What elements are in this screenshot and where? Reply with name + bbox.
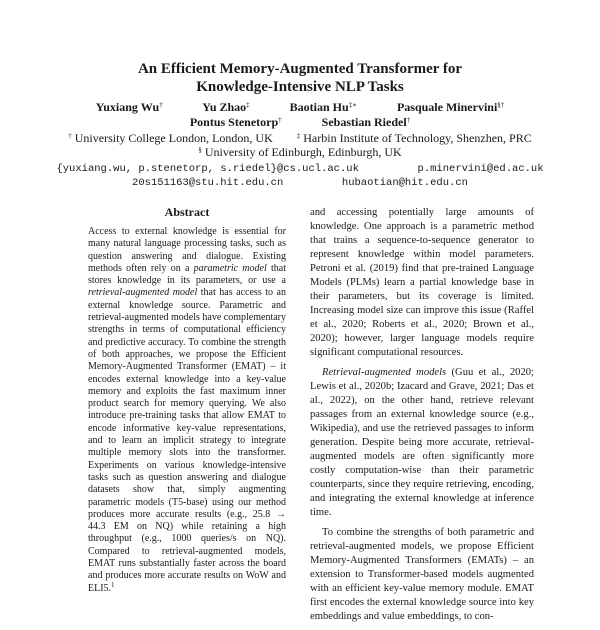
affiliation-line-1: [0, 131, 600, 146]
affiliation-line-2: [0, 145, 600, 160]
author-mark: §†: [497, 101, 505, 109]
body-emphasis: Retrieval-augmented models: [322, 367, 447, 378]
author-yu-zhao: Yu Zhao: [202, 100, 247, 114]
author-pontus-stenetorp: Pontus Stenetorp: [189, 115, 279, 129]
body-text: (Guu et al., 2020; Lewis et al., 2020b; Izacard and Grave, 2021; Das et al., 2022), on the other hand, retrieve relevant passages from an external knowledge source (e.g., Wikipedia), and use the retrieved passages to inform generation. Despite being more accurate, retrieval-augmented models are often significantly more costly computation-wise than their parametric counterparts, since they require retrieving, encoding, and integrating the external knowledge at inference time.: [310, 367, 534, 518]
author-mark: ‡∗: [348, 101, 357, 109]
abstract-text: that has access to an external knowledge source. Parametric and retrieval-augmented models have complementary strengths in terms of computational efficiency and predictive accuracy. To combine the strength of both approaches, we propose the Efficient Memory-Augmented Transformer (EMAT) – it encodes external knowledge into a key-value memory and exploits the fast maximum inner product search for memory querying. We also introduce pre-training tasks that allow EMAT to encode informative key-value representations, and to learn an implicit strategy to integrate multiple memory slots into the transformer. Experiments on various knowledge-intensive tasks such as question answering and dialogue datasets show that, simply augmenting parametric models (T5-base) using our method produces more accurate results (e.g., 25.8 → 44.3 EM on NQ) while retaining a high throughput (e.g., 1000 queries/s on NQ). Compared to retrieval-augmented models, EMAT runs substantially faster across the board and produces more accurate results on WoW and ELI5.: [88, 287, 286, 594]
affiliation-hit: Harbin Institute of Technology, Shenzhen, PRC: [303, 131, 532, 145]
email-ucl: {yuxiang.wu, p.stenetorp, s.riedel}@cs.ucl.ac.uk: [56, 163, 359, 175]
paper-title-line-2: Knowledge-Intensive NLP Tasks: [196, 79, 404, 95]
abstract-emphasis: retrieval-augmented model: [88, 287, 198, 299]
abstract-text: Access to external knowledge is essential for many natural language processing tasks, such as question answering and dialogue. Existing methods often rely on a: [88, 226, 286, 274]
abstract-heading: Abstract: [164, 205, 210, 219]
affiliation-edinburgh: University of Edinburgh, Edinburgh, UK: [204, 145, 402, 159]
email-line-1: [0, 162, 600, 177]
author-mark: †: [406, 116, 411, 124]
author-mark: †: [159, 101, 163, 109]
email-line-2: [0, 176, 600, 191]
affiliation-mark: †: [68, 132, 72, 140]
author-pasquale-minervini: Pasquale Minervini: [396, 100, 498, 114]
paper-title-line-1: An Efficient Memory-Augmented Transformer for: [137, 61, 463, 77]
affiliation-ucl: University College London, London, UK: [74, 131, 273, 145]
author-sebastian-riedel: Sebastian Riedel: [321, 115, 407, 129]
abstract-text: that stores knowledge in its parameters, or use a: [88, 262, 286, 287]
author-mark: †: [278, 116, 282, 124]
body-paragraph-3: To combine the strengths of both parametric and retrieval-augmented models, we propose Efficient Memory-Augmented Transformers (EMATs) – an extension to Transformer-based models augmented with an efficient key-value memory module. EMAT first encodes the external knowledge source into key embeddings and value embeddings, to con-: [310, 527, 534, 622]
author-yuxiang-wu: Yuxiang Wu: [95, 100, 160, 114]
email-hit-student: 20s151163@stu.hit.edu.cn: [132, 177, 284, 189]
right-column-body: [310, 206, 534, 630]
affiliation-mark: §: [198, 146, 202, 154]
affiliation-mark: ‡: [296, 132, 301, 140]
abstract-body: [88, 226, 286, 595]
author-baotian-hu: Baotian Hu: [289, 100, 349, 114]
body-paragraph-2: [310, 366, 534, 520]
abstract-paragraph: [88, 226, 286, 595]
email-ed: p.minervini@ed.ac.uk: [417, 163, 544, 175]
footnote-mark: 1: [111, 580, 115, 589]
email-hit: hubaotian@hit.edu.cn: [341, 177, 468, 189]
abstract-emphasis: parametric model: [193, 262, 267, 274]
body-paragraph-1: and accessing potentially large amounts of knowledge. One approach is a parametric method that trains a sequence-to-sequence generator to represent knowledge within model parameters. Petroni et al. (2019) find that pre-trained Language Models (PLMs) learn a partial knowledge base in their parameters, but its coverage is limited. Increasing model size can improve this issue (Raffel et al., 2020; Roberts et al., 2020; Brown et al., 2020); however, larger language models require significant computational resources.: [310, 207, 534, 358]
author-line-2: [0, 115, 600, 130]
author-line-1: [0, 100, 600, 115]
author-mark: ‡: [246, 101, 250, 109]
